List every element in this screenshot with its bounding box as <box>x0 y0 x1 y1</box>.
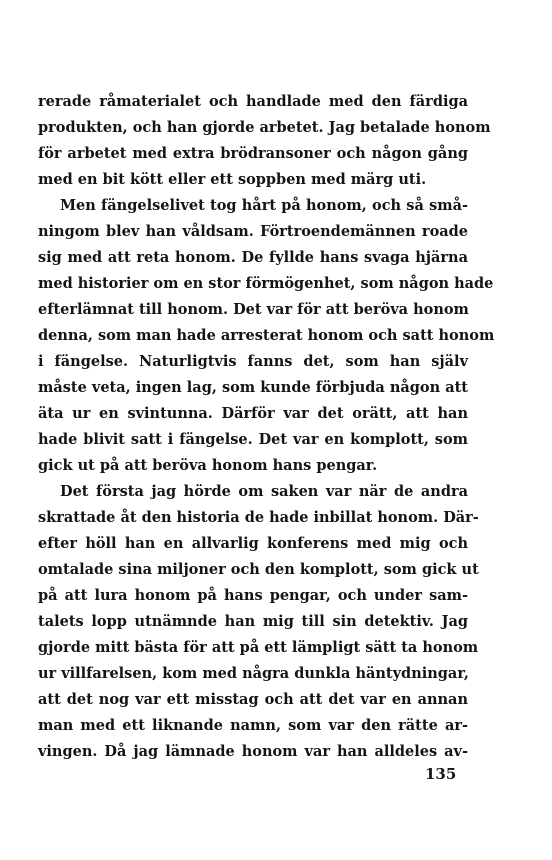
text-line: på att lura honom på hans pengar, och under sam- <box>38 587 468 604</box>
text-line: gjorde mitt bästa för att på ett lämpligt sätt ta honom <box>38 639 479 656</box>
text-line: i fängelse. Naturligtvis fanns det, som han själv <box>38 353 468 370</box>
text-line: att det nog var ett misstag och att det var en annan <box>38 691 468 708</box>
text-line: med en bit kött eller ett soppben med märg uti. <box>38 171 427 188</box>
text-line: efterlämnat till honom. Det var för att beröva honom <box>38 301 469 318</box>
text-line: talets lopp utnämnde han mig till sin detektiv. Jag <box>38 613 468 630</box>
text-line: gick ut på att beröva honom hans pengar. <box>38 457 378 474</box>
paragraph-start-line: Men fängelselivet tog hårt på honom, och så små- <box>60 197 468 214</box>
text-line: sig med att reta honom. De fyllde hans svaga hjärna <box>38 249 468 266</box>
text-line: måste veta, ingen lag, som kunde förbjuda någon att <box>38 379 468 396</box>
text-line: med historier om en stor förmögenhet, som någon hade <box>38 275 494 292</box>
text-line: omtalade sina miljoner och den komplott, som gick ut <box>38 561 479 578</box>
paragraph-start-line: Det första jag hörde om saken var när de andra <box>60 483 468 500</box>
text-line: ningom blev han våldsam. Förtroendemännen roade <box>38 223 468 240</box>
text-line: efter höll han en allvarlig konferens med mig och <box>38 535 468 552</box>
text-line: denna, som man hade arresterat honom och satt honom <box>38 327 495 344</box>
text-line: rerade råmaterialet och handlade med den färdiga <box>38 93 468 110</box>
text-line: för arbetet med extra brödransoner och någon gång <box>38 145 468 162</box>
text-line: skrattade åt den historia de hade inbillat honom. Där- <box>38 509 479 526</box>
page-number: 135 <box>425 765 457 783</box>
text-line: man med ett liknande namn, som var den rätte ar- <box>38 717 468 734</box>
text-line: äta ur en svintunna. Därför var det orätt, att han <box>38 405 468 422</box>
text-line: vingen. Då jag lämnade honom var han alldeles av- <box>38 743 468 760</box>
body-text <box>38 89 495 765</box>
text-line: ur villfarelsen, kom med några dunkla häntydningar, <box>38 665 469 682</box>
text-line: hade blivit satt i fängelse. Det var en komplott, som <box>38 431 468 448</box>
text-line: produkten, och han gjorde arbetet. Jag betalade honom <box>38 119 491 136</box>
